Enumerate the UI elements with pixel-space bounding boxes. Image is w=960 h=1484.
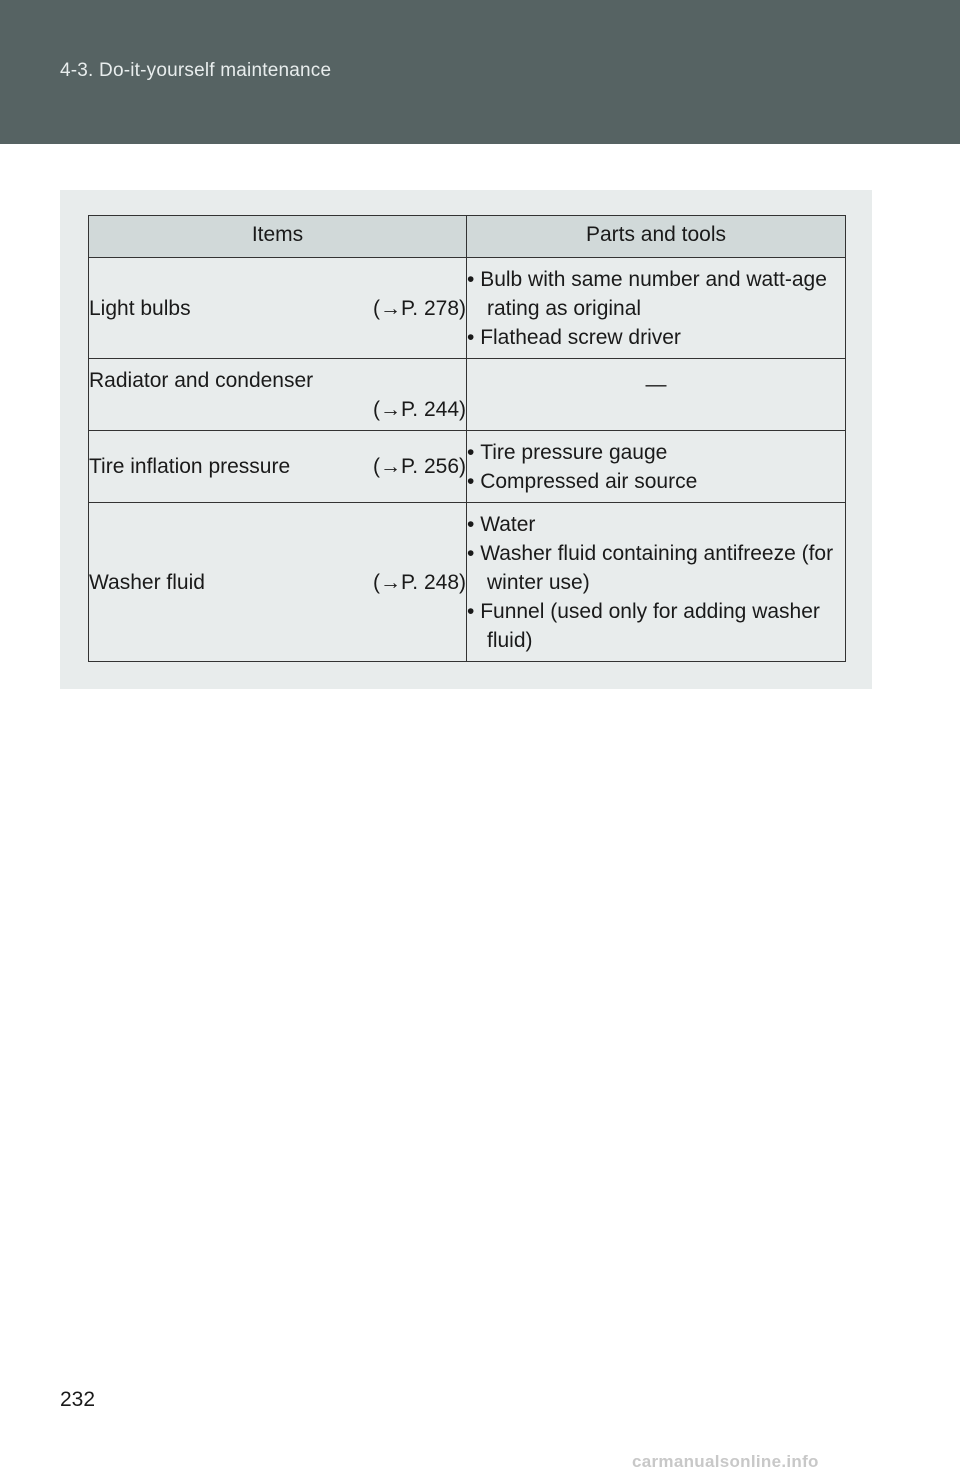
tool-item: • Water — [467, 510, 845, 539]
tool-item: • Washer fluid containing antifreeze (for winter use) — [467, 539, 845, 597]
tools-cell — [467, 503, 846, 662]
tools-cell — [467, 431, 846, 503]
item-cell — [89, 431, 467, 503]
item-name: Tire inflation pressure — [89, 455, 291, 478]
tool-item: • Bulb with same number and watt-age rating as original — [467, 265, 845, 323]
column-header-items: Items — [89, 216, 467, 258]
tool-item: • Funnel (used only for adding washer fluid) — [467, 597, 845, 655]
maintenance-table — [88, 215, 846, 662]
no-tools-dash: — — [645, 373, 667, 396]
item-name: Washer fluid — [89, 570, 205, 594]
item-cell — [89, 503, 467, 662]
page-reference-link[interactable]: (→P. 256) — [373, 455, 466, 478]
item-cell — [89, 258, 467, 359]
item-name: Radiator and condenser — [89, 368, 314, 392]
table-row — [89, 503, 846, 662]
tools-cell — [467, 258, 846, 359]
page-reference-link[interactable]: (→P. 248) — [373, 570, 466, 594]
item-name: Light bulbs — [89, 296, 191, 320]
table-row — [89, 258, 846, 359]
table-row — [89, 431, 846, 503]
page-reference-link[interactable]: (→P. 244) — [373, 397, 466, 421]
section-header — [0, 0, 960, 144]
item-cell — [89, 359, 467, 431]
column-header-tools: Parts and tools — [467, 216, 846, 258]
table-header-row — [89, 216, 846, 258]
page-number: 232 — [60, 1388, 96, 1411]
section-title: 4-3. Do-it-yourself maintenance — [60, 60, 332, 81]
watermark: carmanualsonline.info — [632, 1452, 819, 1471]
page-reference-link[interactable]: (→P. 278) — [373, 296, 466, 320]
tool-item: • Tire pressure gauge — [467, 438, 845, 467]
tool-item: • Compressed air source — [467, 467, 845, 496]
table-row — [89, 359, 846, 431]
tool-item: • Flathead screw driver — [467, 323, 845, 352]
tools-cell — [467, 359, 846, 431]
